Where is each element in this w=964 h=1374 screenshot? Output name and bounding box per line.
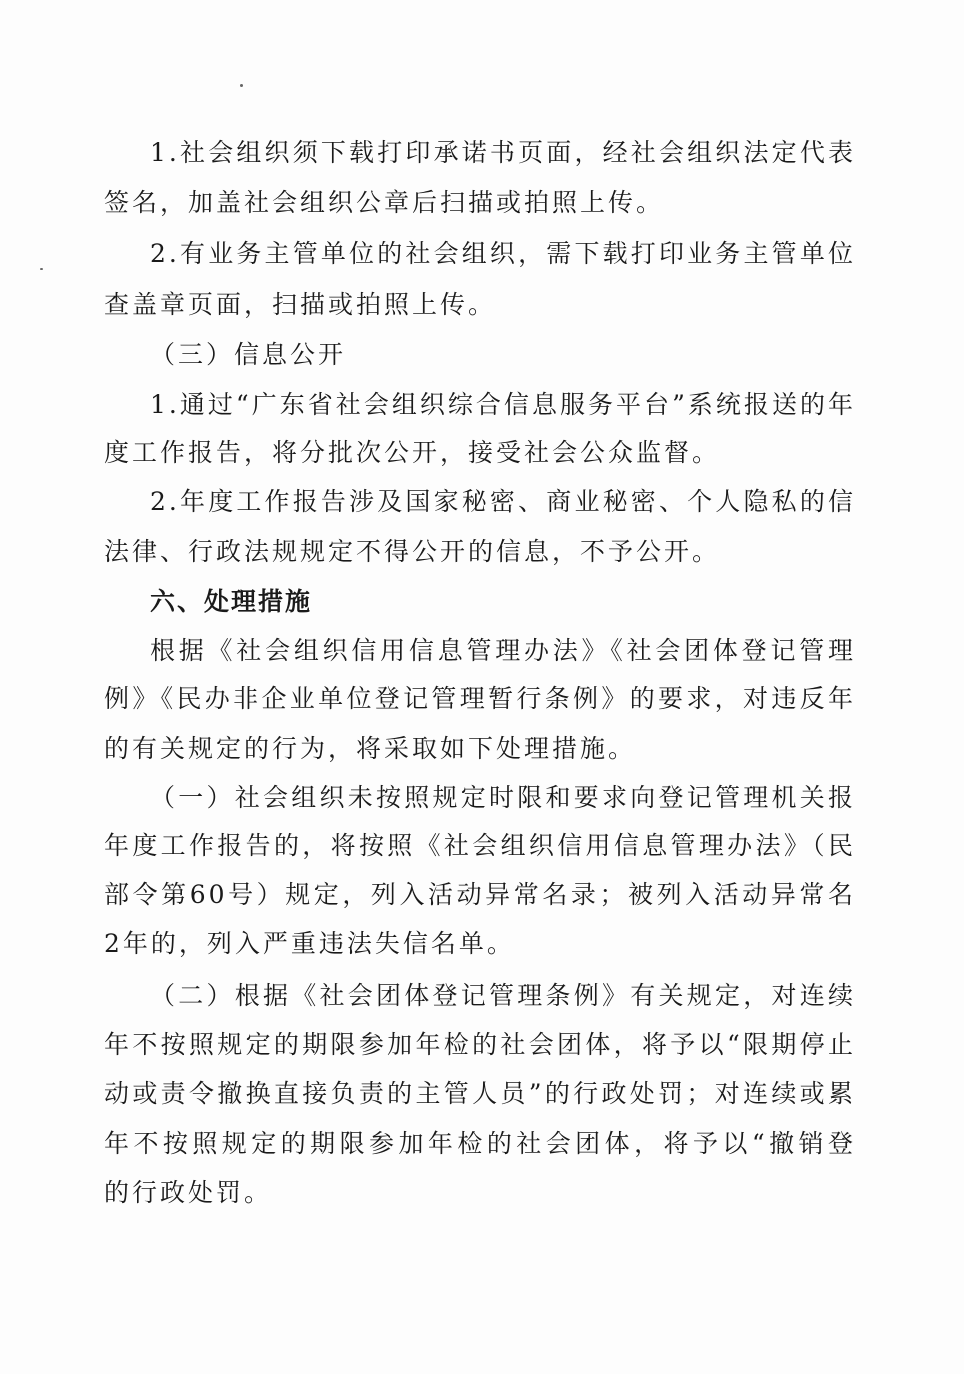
paragraph-line: 法律、行政法规规定不得公开的信息，不予公开。 xyxy=(104,537,721,566)
paragraph-line: 的行政处罚。 xyxy=(104,1178,273,1207)
scan-speck xyxy=(40,268,43,270)
paragraph-line: （一）社会组织未按照规定时限和要求向登记管理机关报 xyxy=(150,783,856,812)
paragraph-line: 2.有业务主管单位的社会组织，需下载打印业务主管单位 xyxy=(150,239,856,268)
section-subheading: （三）信息公开 xyxy=(150,340,347,369)
paragraph-line: 根据《社会组织信用信息管理办法》《社会团体登记管理 xyxy=(150,636,856,665)
paragraph-line: 年度工作报告的，将按照《社会组织信用信息管理办法》（民 xyxy=(104,831,856,860)
paragraph-line: 2.年度工作报告涉及国家秘密、商业秘密、个人隐私的信 xyxy=(150,487,856,516)
paragraph-line: 查盖章页面，扫描或拍照上传。 xyxy=(104,290,497,319)
scan-speck xyxy=(240,84,243,87)
paragraph-line: 的有关规定的行为，将采取如下处理措施。 xyxy=(104,734,637,763)
paragraph-line: 部令第60号）规定，列入活动异常名录；被列入活动异常名 xyxy=(104,880,856,909)
section-heading: 六、处理措施 xyxy=(150,587,313,616)
paragraph-line: 1.通过“广东省社会组织综合信息服务平台”系统报送的年 xyxy=(150,390,856,419)
paragraph-line: 度工作报告，将分批次公开，接受社会公众监督。 xyxy=(104,438,721,467)
paragraph-line: 签名，加盖社会组织公章后扫描或拍照上传。 xyxy=(104,188,665,217)
paragraph-line: 例》《民办非企业单位登记管理暂行条例》的要求，对违反年 xyxy=(104,684,856,713)
paragraph-line: 动或责令撤换直接负责的主管人员”的行政处罚；对连续或累 xyxy=(104,1079,856,1108)
paragraph-line: 年不按照规定的期限参加年检的社会团体，将予以“限期停止 xyxy=(104,1030,856,1059)
paragraph-line: 2年的，列入严重违法失信名单。 xyxy=(104,929,515,958)
paragraph-line: （二）根据《社会团体登记管理条例》有关规定，对连续 xyxy=(150,981,856,1010)
paragraph-line: 1.社会组织须下载打印承诺书页面，经社会组织法定代表 xyxy=(150,138,856,167)
paragraph-line: 年不按照规定的期限参加年检的社会团体，将予以“撤销登 xyxy=(104,1129,856,1158)
